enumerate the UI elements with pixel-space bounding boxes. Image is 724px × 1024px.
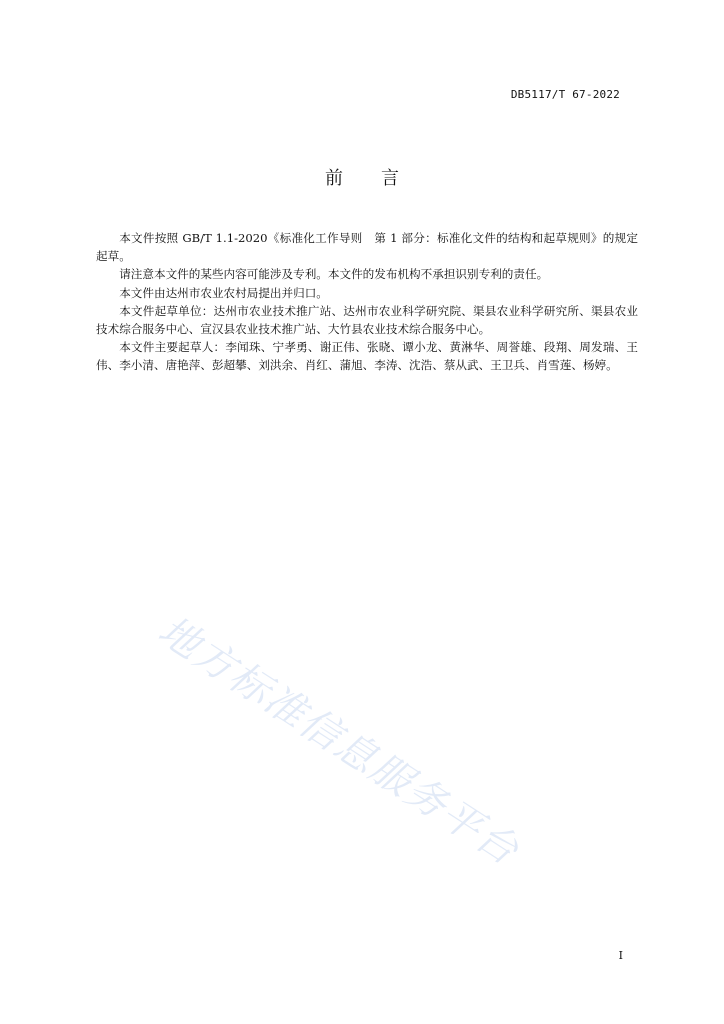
page-title: 前言 xyxy=(325,168,437,189)
paragraph-drafting-units: 本文件起草单位：达州市农业技术推广站、达州市农业科学研究院、渠县农业科学研究所、渠县农业技术综合服务中心、宣汉县农业技术推广站、大竹县农业技术综合服务中心。 xyxy=(96,303,638,337)
preface-body xyxy=(96,229,638,375)
watermark: 地方标准信息服务平台 xyxy=(150,607,528,875)
paragraph-drafting-rules: 本文件按照 GB/T 1.1-2020《标准化工作导则 第 1 部分：标准化文件的结构和起草规则》的规定起草。 xyxy=(96,231,638,264)
paragraph-drafters: 本文件主要起草人：李闻珠、宁孝勇、谢正伟、张晓、谭小龙、黄淋华、周誉雄、段翔、周发瑞、王伟、李小清、唐艳萍、彭超攀、刘洪余、肖红、蒲旭、李涛、沈浩、蔡从武、王卫兵、肖雪莲、杨婷。 xyxy=(96,340,638,373)
paragraph-patent-notice: 请注意本文件的某些内容可能涉及专利。本文件的发布机构不承担识别专利的责任。 xyxy=(119,267,549,282)
paragraph-proposer: 本文件由达州市农业农村局提出并归口。 xyxy=(119,285,328,300)
page-number: I xyxy=(618,949,623,962)
document-number: DB5117/T 67-2022 xyxy=(510,88,620,101)
